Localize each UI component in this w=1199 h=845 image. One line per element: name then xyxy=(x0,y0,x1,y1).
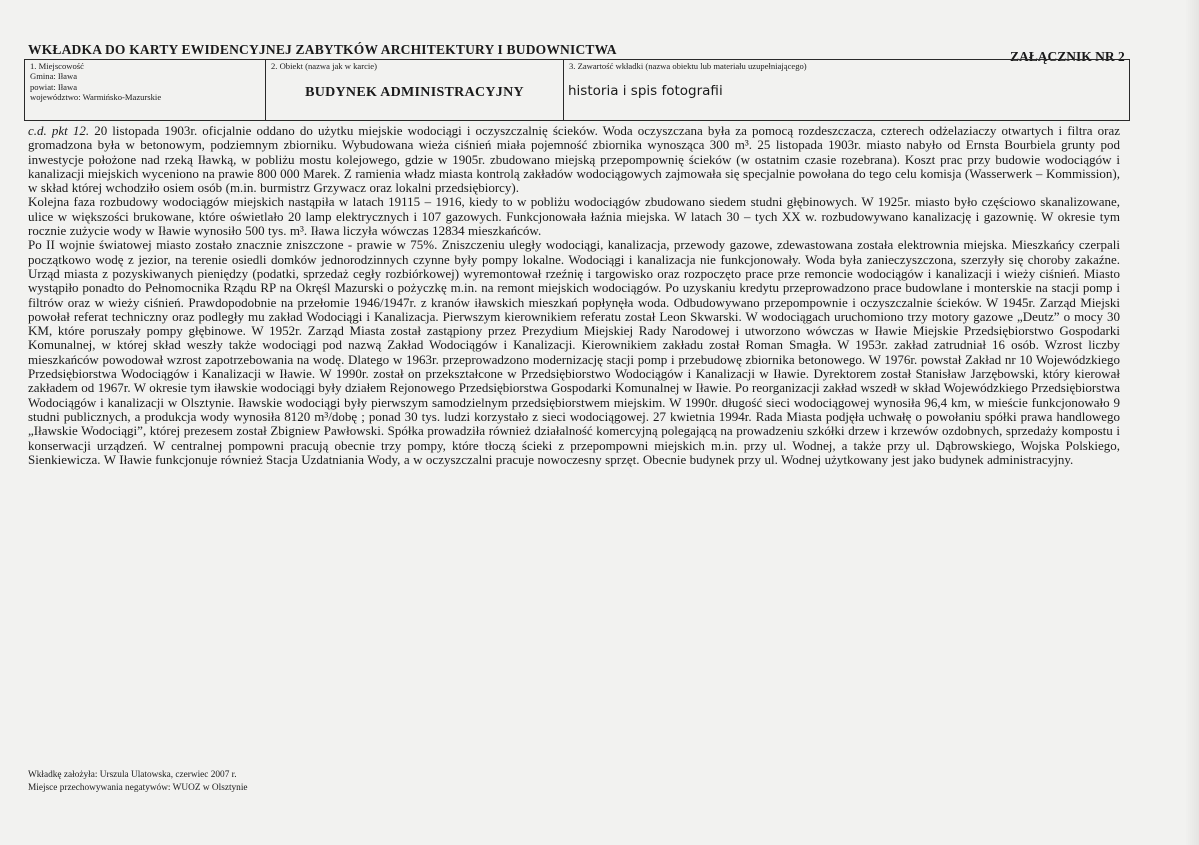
contents-cell xyxy=(564,60,1130,121)
document-footer xyxy=(28,769,248,794)
continuation-marker: c.d. pkt 12. xyxy=(28,123,90,138)
location-cell xyxy=(25,60,266,121)
history-text xyxy=(28,124,1120,467)
contents-value: historia i spis fotografii xyxy=(568,83,723,99)
negatives-storage-note: Miejsce przechowywania negatywów: WUOZ w Olsztynie xyxy=(28,782,248,793)
powiat-field: powiat: Iława xyxy=(30,81,78,92)
location-label: 1. Miejscowość xyxy=(30,61,84,71)
header-table xyxy=(24,59,1130,121)
wojewodztwo-field: województwo: Warmińsko-Mazurskie xyxy=(30,92,162,103)
paragraph-1 xyxy=(28,124,1120,195)
paragraph-3: Po II wojnie światowej miasto zostało znacznie zniszczone - prawie w 75%. Zniszczeniu uległy wodociągi, kanalizacja, przewody gazowe, zdewastowana została elektrownia miejska. Mieszkańcy czerpali początkowo wodę z jezior, na terenie osiedli domków jednorodzinnych czynne były pompy lokalne. Wodociągi i kanalizacja nie funkcjonowały. Woda była zanieczyszczona, szerzyły się choroby zakaźne. Urząd miasta z pozyskiwanych pieniędzy (podatki, sprzedaż cegły rozbiórkowej) wyremontował rzeźnię i targowisko oraz rozpoczęto prace prze remoncie wodociągów i kanalizacji i wieży ciśnień. Miasto wystąpiło ponadto do Pełnomocnika Rządu RP na Okręśl Mazurski o pożyczkę m.in. na remont miejskich wodociągów. Po uzyskaniu kredytu przeprowadzono prace budowlane i monterskie na stacji pomp i filtrów oraz w wieży ciśnień. Prawdopodobnie na przełomie 1946/1947r. z kranów iławskich mieszkań popłynęła woda. Odbudowywano przepompownie i oczyszczalnie ścieków. W 1945r. Zarząd Miejski powołał referat techniczny oraz podległy mu zakład Wodociągi i Kanalizacja. Pierwszym kierownikiem referatu został Leon Skwarski. W wodociągach uruchomiono trzy motory gazowe „Deutz” o mocy 30 KM, które poruszały pompy głębinowe. W 1952r. Zarząd Miasta został zastąpiony przez Prezydium Miejskiej Rady Narodowej i utworzono wówczas w Iławie Miejskie Przedsiębiorstwo Gospodarki Komunalnej, w której skład weszły także wodociągi pod nazwą Zakład Wodociągów i Kanalizacji. Kierownikiem zakładu został Roman Smagła. W 1953r. zakład zatrudniał 16 osób. Wzrost liczby mieszkańców powodował wzrost zapotrzebowania na wodę. Dlatego w 1963r. przeprowadzono modernizację stacji pomp i przebudowę zbiornika betonowego. W 1976r. powstał Zakład nr 10 Wojewódzkiego Przedsiębiorstwa Wodociągów i Kanalizacji w Iławie. W 1990r. został on przekształcone w Przedsiębiorstwo Wodociągów i Kanalizacji w Iławie. Dyrektorem został Stanisław Jarzębowski, który kierował zakładem od 1967r. W okresie tym iławskie wodociągi były działem Rejonowego Przedsiębiorstwa Gospodarki Komunalnej w Iławie. Po reorganizacji zakład wszedł w skład Wojewódzkiego Przedsiębiorstwa Wodociągów i kanalizacji w Olsztynie. Iławskie wodociągi były pierwszym samodzielnym przedsiębiorstwem miejskim. W 1990r. długość sieci wodociągowej wynosiła 96,4 km, w mieście funkcjonowało 9 studni publicznych, a produkcja wody wynosiła 8120 m³/dobę ; ponad 30 tys. ludzi korzystało z sieci wodociągowej. 27 kwietnia 1994r. Rada Miasta podjęła uchwałę o powołaniu spółki prawa handlowego „Iławskie Wodociągi”, której prezesem został Zbigniew Pawłowski. Spółka prowadziła również działalność komercyjną polegającą na prowadzeniu szkółki drzew i krzewów ozdobnych, sprzedaży kompostu i konserwacji urządzeń. W centralnej pompowni pracują obecnie trzy pompy, które tłoczą ścieki z przepompowni miejskich m.in. przy ul. Wodnej, a także przy ul. Dąbrowskiego, Wojska Polskiego, Sienkiewicza. W Iławie funkcjonuje również Stacja Uzdatniania Wody, a w oczyszczalni pracuje nowoczesny sprzęt. Obecnie budynek przy ul. Wodnej użytkowany jest jako budynek administracyjny. xyxy=(28,237,1120,467)
annex-number: ZAŁĄCZNIK NR 2 xyxy=(1010,49,1125,64)
gmina-field: Gmina: Iława xyxy=(30,71,78,82)
page-edge-shadow xyxy=(1185,0,1199,845)
object-cell xyxy=(266,60,564,121)
author-note: Wkładkę założyła: Urszula Ulatowska, czerwiec 2007 r. xyxy=(28,770,237,780)
paragraph-1-text: 20 listopada 1903r. oficjalnie oddano do użytku miejskie wodociągi i oczyszczalnię ścieków. Woda oczyszczana była za pomocą rozdeszczacza, czterech odżelaziaczy otwartych i filtra oraz gromadzona była w betonowym, podziemnym zbiorniku. Wybudowana wieża ciśnień miała pojemność zbiornika wynosząca 300 m³. 25 listopada 1903r. miasto nabyło od Ernsta Bourbiela grunty pod inwestycje położone nad rzeką Iławką, w pobliżu mostu kolejowego, gdzie w 1905r. zbudowano miejską przepompownię ścieków (w ostatnim czasie rozebrana). Koszt prac przy budowie wodociągów i kanalizacji miejskich wyceniono na prawie 800 000 Marek. Z ramienia władz miasta kontrolą zakładów wodociągowych zajmowała się specjalnie powołana do tego celu komisja (Wasserwerk – Kommission), w skład której wchodziło osiem osób (m.in. burmistrz Grzywacz oraz lokalni przedsiębiorcy). xyxy=(28,123,1120,196)
object-name: BUDYNEK ADMINISTRACYJNY xyxy=(305,85,524,100)
contents-label: 3. Zawartość wkładki (nazwa obiektu lub materiału uzupełniającego) xyxy=(569,61,807,71)
object-label: 2. Obiekt (nazwa jak w karcie) xyxy=(271,61,377,71)
document-title: WKŁADKA DO KARTY EWIDENCYJNEJ ZABYTKÓW ARCHITEKTURY I BUDOWNICTWA xyxy=(28,42,617,57)
paragraph-2: Kolejna faza rozbudowy wodociągów miejskich nastąpiła w latach 19115 – 1916, kiedy to w pobliżu wodociągów zbudowano siedem studni głębinowych. W 1925r. miasto było częściowo skanalizowane, ulice w większości brukowane, które oświetlało 20 lamp elektrycznych i 107 gazowych. Funkcjonowała łaźnia miejska. W latach 30 – tych XX w. rozbudowywano kanalizację i gazownię. W okresie tym rocznie zużycie wody w Iławie wynosiło 500 tys. m³. Iława liczyła wówczas 12834 mieszkańców. xyxy=(28,194,1120,239)
